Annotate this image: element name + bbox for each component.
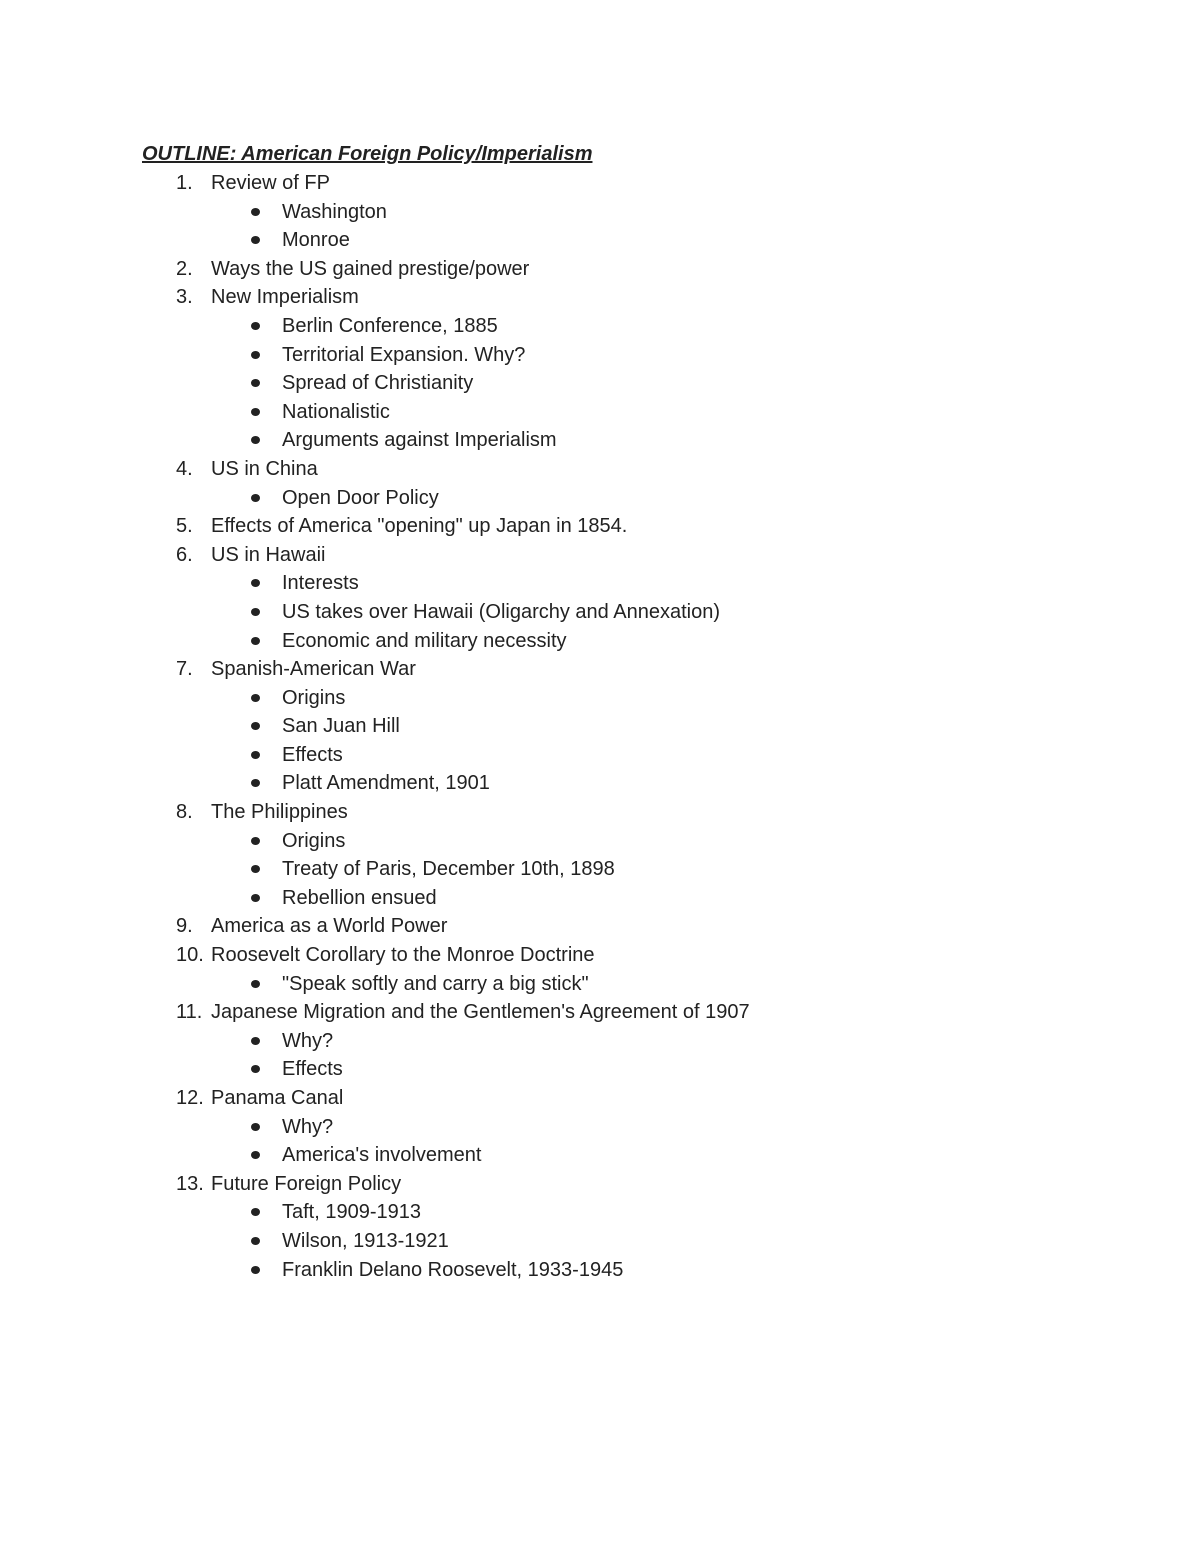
outline-item-number: 6. [176,543,193,566]
outline-item [0,541,1200,570]
outline-subitem [0,769,1200,798]
outline-subitem-text: Why? [282,1029,334,1052]
outline-subitem-text: Effects [282,1058,343,1081]
outline-subitem-text: Monroe [282,229,350,252]
outline-item [0,169,1200,198]
outline-subitem-text: Franklin Delano Roosevelt, 1933-1945 [282,1258,624,1281]
outline-subitem [0,1141,1200,1170]
outline-title: OUTLINE: American Foreign Policy/Imperialism [142,143,593,165]
outline-item [0,1084,1200,1113]
outline-subitem-text: Treaty of Paris, December 10th, 1898 [282,858,615,881]
bullet-icon [251,208,260,216]
outline-subitem-text: Rebellion ensued [282,886,437,909]
outline-subitem-text: "Speak softly and carry a big stick" [282,972,589,995]
outline-subitem [0,398,1200,427]
bullet-icon [251,980,260,988]
outline-subitem-text: Spread of Christianity [282,372,474,395]
bullet-icon [251,236,260,244]
bullet-icon [251,408,260,416]
outline-subitem [0,684,1200,713]
outline-item [0,998,1200,1027]
outline-subitem-text: Origins [282,829,346,852]
outline-subitem [0,341,1200,370]
outline-subitem [0,426,1200,455]
outline-item-text: Panama Canal [211,1087,344,1109]
outline-item-text: Spanish-American War [211,658,416,681]
outline-subitem-text: Taft, 1909-1913 [282,1201,421,1224]
outline-item-number: 12. [176,1087,204,1109]
bullet-icon [251,436,260,444]
bullet-icon [251,1037,260,1045]
outline-subitem-text: Wilson, 1913-1921 [282,1229,449,1252]
outline-subitem-text: Territorial Expansion. Why? [282,343,526,366]
outline-item-text: The Philippines [211,801,348,824]
outline-item-number: 4. [176,457,193,480]
outline-subitem-text: Effects [282,743,343,766]
outline-item-text: America as a World Power [211,915,448,938]
outline-subitem [0,1227,1200,1256]
outline-subitem-text: Platt Amendment, 1901 [282,772,490,795]
outline-item-number: 5. [176,515,193,538]
bullet-icon [251,1208,260,1216]
outline-item-number: 2. [176,257,193,280]
outline-item-number: 10. [176,944,204,967]
outline-item-number: 13. [176,1172,204,1195]
outline-item-number: 3. [176,286,193,309]
outline-subitem [0,198,1200,227]
outline-subitem [0,569,1200,598]
outline-subitem-text: Arguments against Imperialism [282,429,557,452]
outline-item [0,255,1200,284]
bullet-icon [251,494,260,502]
outline-subitem [0,1027,1200,1056]
bullet-icon [251,894,260,902]
outline-subitem [0,884,1200,913]
bullet-icon [251,837,260,845]
outline-subitem [0,970,1200,999]
bullet-icon [251,1266,260,1274]
outline-item-number: 9. [176,915,193,938]
outline-item-text: Roosevelt Corollary to the Monroe Doctrine [211,944,595,967]
outline-subitem-text: Origins [282,686,346,709]
outline-item-number: 7. [176,658,193,681]
outline-subitem [0,226,1200,255]
outline-item [0,655,1200,684]
outline-subitem-text: Why? [282,1115,334,1138]
outline-subitem-text: America's involvement [282,1144,482,1167]
outline-subitem [0,312,1200,341]
outline-item-text: Effects of America "opening" up Japan in 1854. [211,515,628,538]
bullet-icon [251,322,260,330]
outline-item-text: Ways the US gained prestige/power [211,257,530,280]
outline-subitem [0,627,1200,656]
outline-subitem-text: Washington [282,200,387,223]
outline-subitem-text: San Juan Hill [282,715,400,738]
outline-item-text: New Imperialism [211,286,359,309]
bullet-icon [251,751,260,759]
outline-item [0,1170,1200,1199]
outline-subitem-text: Economic and military necessity [282,629,567,652]
outline-subitem [0,369,1200,398]
outline-item-text: US in China [211,457,318,480]
bullet-icon [251,694,260,702]
bullet-icon [251,1065,260,1073]
outline-subitem [0,1113,1200,1142]
outline-item-text: Japanese Migration and the Gentlemen's Agreement of 1907 [211,1001,750,1024]
outline-item [0,798,1200,827]
outline-subitem [0,827,1200,856]
outline-subitem [0,1198,1200,1227]
outline-subitem-text: Berlin Conference, 1885 [282,314,498,337]
outline-subitem [0,1055,1200,1084]
outline-item [0,283,1200,312]
bullet-icon [251,579,260,587]
outline-item [0,941,1200,970]
outline-subitem-text: Nationalistic [282,400,390,423]
outline-subitem [0,598,1200,627]
outline-item-text: Future Foreign Policy [211,1172,402,1195]
outline-subitem [0,1256,1200,1285]
outline-item-number: 1. [176,172,193,194]
bullet-icon [251,1151,260,1159]
bullet-icon [251,779,260,787]
bullet-icon [251,865,260,873]
bullet-icon [251,637,260,645]
outline-subitem [0,484,1200,513]
bullet-icon [251,1123,260,1131]
outline-subitem-text: Open Door Policy [282,486,439,509]
bullet-icon [251,608,260,616]
bullet-icon [251,351,260,359]
outline-subitem [0,855,1200,884]
outline-item [0,912,1200,941]
outline-item-number: 8. [176,801,193,824]
outline-subitem-text: Interests [282,572,359,595]
outline-item [0,455,1200,484]
outline-item-number: 11. [176,1001,203,1024]
outline-subitem [0,712,1200,741]
outline-subitem-text: US takes over Hawaii (Oligarchy and Annexation) [282,600,720,623]
outline-list [0,169,1200,1284]
bullet-icon [251,1237,260,1245]
bullet-icon [251,722,260,730]
outline-item-text: Review of FP [211,172,330,194]
outline-subitem [0,741,1200,770]
outline-item-text: US in Hawaii [211,543,326,566]
outline-item [0,512,1200,541]
bullet-icon [251,379,260,387]
